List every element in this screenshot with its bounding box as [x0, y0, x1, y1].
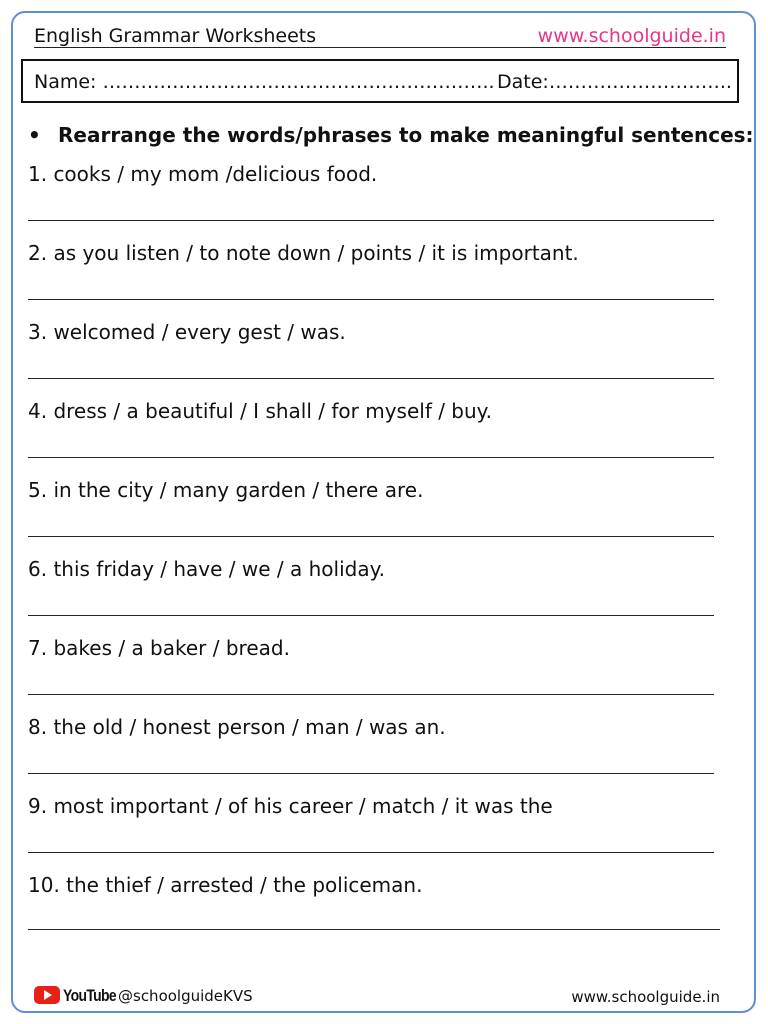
instruction-text: Rearrange the words/phrases to make meaningful sentences:: [58, 123, 754, 147]
worksheet-header: [34, 22, 726, 50]
question-1: 1. cooks / my mom /delicious food.: [28, 162, 378, 186]
instruction-line: [28, 120, 754, 150]
answer-line-5[interactable]: [28, 536, 714, 537]
question-2: 2. as you listen / to note down / points / it is important.: [28, 241, 579, 265]
question-6: 6. this friday / have / we / a holiday.: [28, 557, 385, 581]
header-website-link[interactable]: www.schoolguide.in: [537, 25, 726, 47]
date-field[interactable]: Date:………………………..: [497, 71, 732, 93]
answer-line-4[interactable]: [28, 457, 714, 458]
play-icon: [44, 990, 52, 1000]
answer-line-9[interactable]: [28, 852, 714, 853]
header-underline: [34, 47, 726, 48]
youtube-wordmark: YouTube: [63, 986, 116, 1005]
answer-line-10[interactable]: [28, 929, 720, 930]
name-field[interactable]: Name: ……………………………………………………..: [34, 71, 495, 93]
footer-website-link[interactable]: www.schoolguide.in: [571, 988, 720, 1006]
worksheet-footer: [34, 983, 720, 1009]
question-10: 10. the thief / arrested / the policeman.: [28, 873, 423, 897]
answer-line-2[interactable]: [28, 299, 714, 300]
answer-line-6[interactable]: [28, 615, 714, 616]
answer-line-3[interactable]: [28, 378, 714, 379]
answer-line-1[interactable]: [28, 220, 714, 221]
question-4: 4. dress / a beautiful / I shall / for myself / buy.: [28, 399, 493, 423]
question-5: 5. in the city / many garden / there are.: [28, 478, 424, 502]
bullet-icon: •: [28, 123, 41, 147]
worksheet-title: English Grammar Worksheets: [34, 25, 317, 47]
youtube-icon[interactable]: [34, 986, 60, 1004]
question-9: 9. most important / of his career / match / it was the: [28, 794, 553, 818]
answer-line-8[interactable]: [28, 773, 714, 774]
question-7: 7. bakes / a baker / bread.: [28, 636, 290, 660]
answer-line-7[interactable]: [28, 694, 714, 695]
question-8: 8. the old / honest person / man / was an.: [28, 715, 446, 739]
question-3: 3. welcomed / every gest / was.: [28, 320, 346, 344]
youtube-handle[interactable]: @schoolguideKVS: [118, 987, 253, 1005]
name-date-box: [21, 59, 739, 103]
